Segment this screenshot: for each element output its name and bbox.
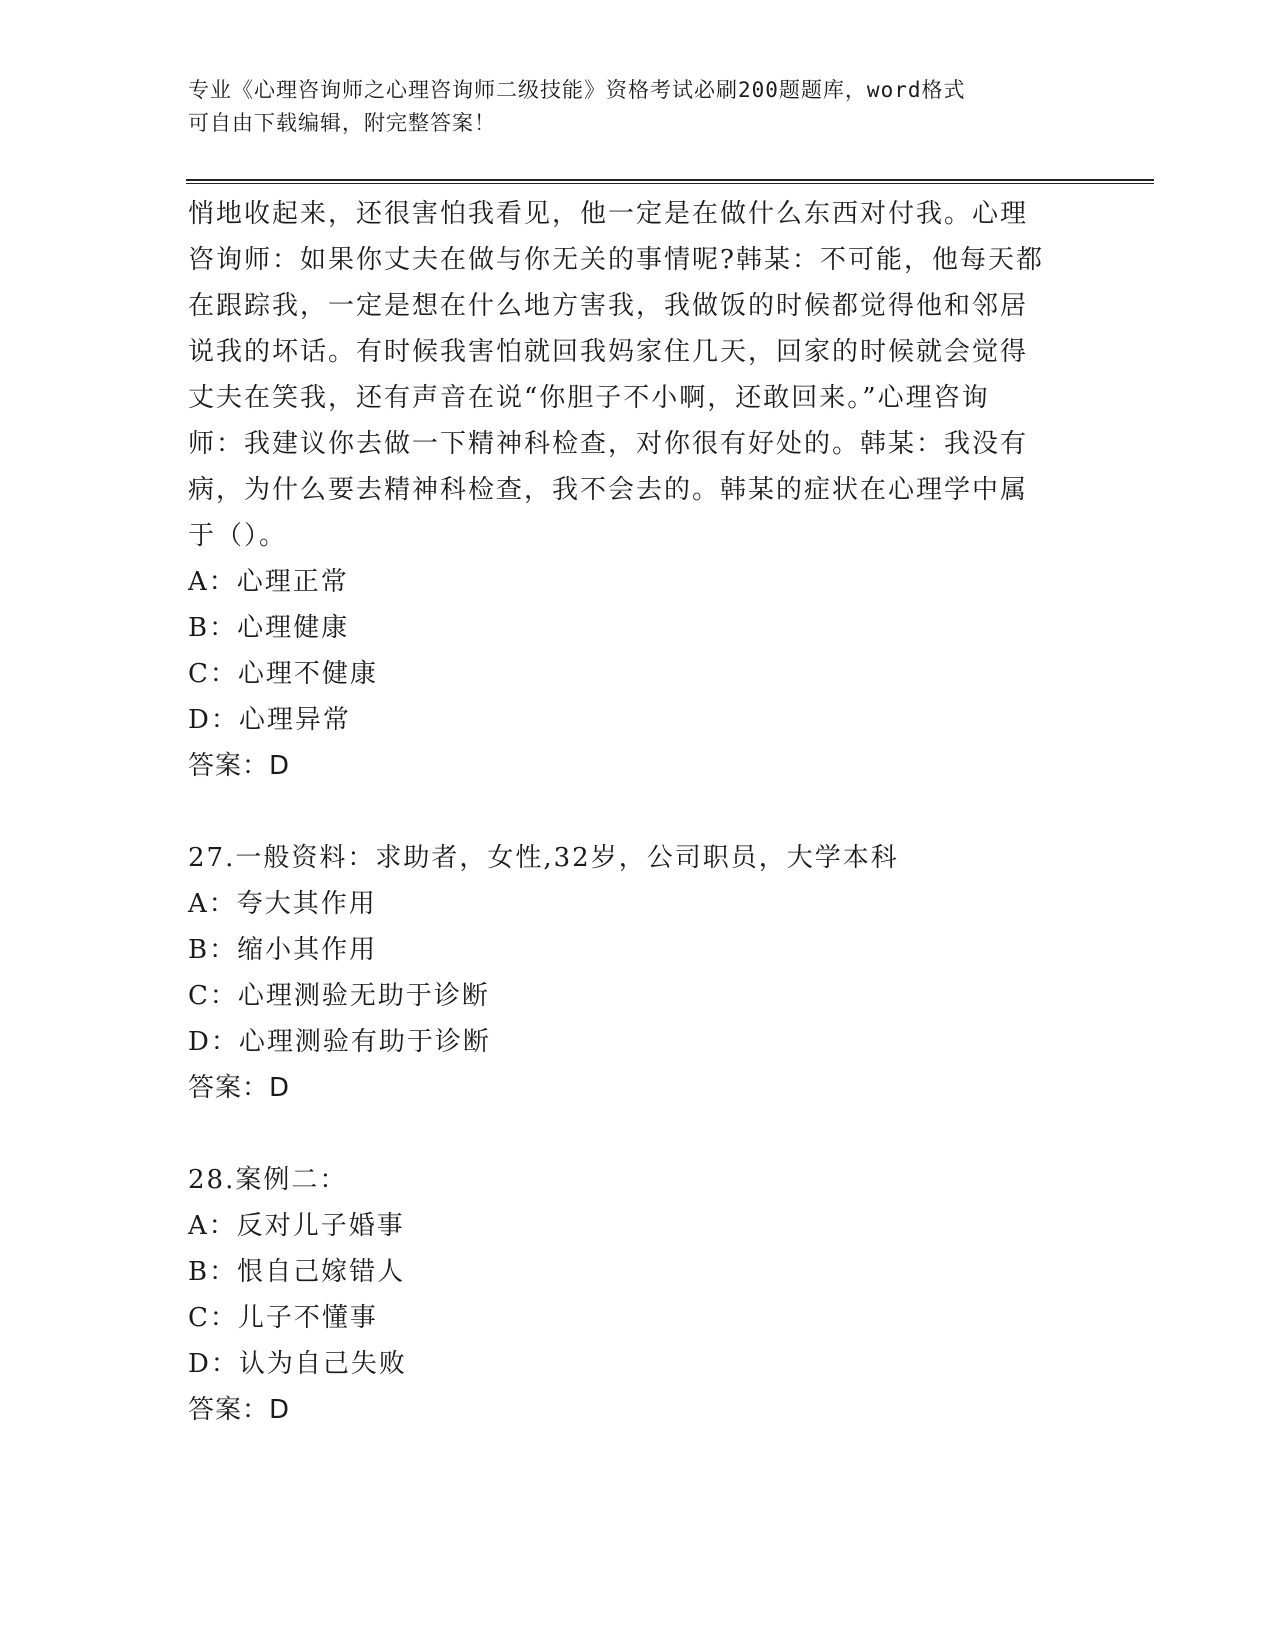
option-c: C：心理不健康 <box>188 659 378 689</box>
question-stem-line: 在跟踪我，一定是想在什么地方害我，我做饭的时候都觉得他和邻居 <box>188 291 1029 321</box>
question-26 <box>188 191 1068 789</box>
document-body <box>188 191 1068 1433</box>
option-d: D：认为自己失败 <box>188 1349 407 1379</box>
question-stem: 27.一般资料：求助者，女性,32岁，公司职员，大学本科 <box>188 843 899 873</box>
header-line-1: 专业《心理咨询师之心理咨询师二级技能》资格考试必刷200题题库，word格式 <box>188 78 966 102</box>
question-stem-line: 咨询师：如果你丈夫在做与你无关的事情呢?韩某：不可能，他每天都 <box>188 245 1044 275</box>
question-stem-line: 于（）。 <box>188 521 288 551</box>
question-27 <box>188 835 1068 1111</box>
option-b: B：缩小其作用 <box>188 935 378 965</box>
question-stem-line: 悄地收起来，还很害怕我看见，他一定是在做什么东西对付我。心理 <box>188 199 1029 229</box>
question-stem-line: 病，为什么要去精神科检查，我不会去的。韩某的症状在心理学中属 <box>188 475 1029 505</box>
option-c: C：心理测验无助于诊断 <box>188 981 490 1011</box>
option-a: A：夸大其作用 <box>188 889 377 919</box>
header-line-2: 可自由下载编辑，附完整答案！ <box>188 111 496 135</box>
answer: 答案：D <box>188 1073 291 1103</box>
option-d: D：心理异常 <box>188 705 351 735</box>
option-a: A：心理正常 <box>188 567 349 597</box>
header-divider-thin <box>186 183 1154 184</box>
question-stem-line: 丈夫在笑我，还有声音在说“你胆子不小啊，还敢回来。”心理咨询 <box>188 383 990 413</box>
answer: 答案：D <box>188 1395 291 1425</box>
option-b: B：心理健康 <box>188 613 350 643</box>
spacer <box>188 789 1068 835</box>
option-d: D：心理测验有助于诊断 <box>188 1027 491 1057</box>
answer: 答案：D <box>188 751 291 781</box>
spacer <box>188 1111 1068 1157</box>
option-c: C：儿子不懂事 <box>188 1303 378 1333</box>
question-stem: 28.案例二： <box>188 1165 348 1195</box>
question-stem-line: 师：我建议你去做一下精神科检查，对你很有好处的。韩某：我没有 <box>188 429 1029 459</box>
option-b: B：恨自己嫁错人 <box>188 1257 406 1287</box>
document-header <box>188 74 1068 140</box>
header-divider-thick <box>186 179 1154 181</box>
option-a: A：反对儿子婚事 <box>188 1211 405 1241</box>
question-28 <box>188 1157 1068 1433</box>
question-stem-line: 说我的坏话。有时候我害怕就回我妈家住几天，回家的时候就会觉得 <box>188 337 1029 367</box>
